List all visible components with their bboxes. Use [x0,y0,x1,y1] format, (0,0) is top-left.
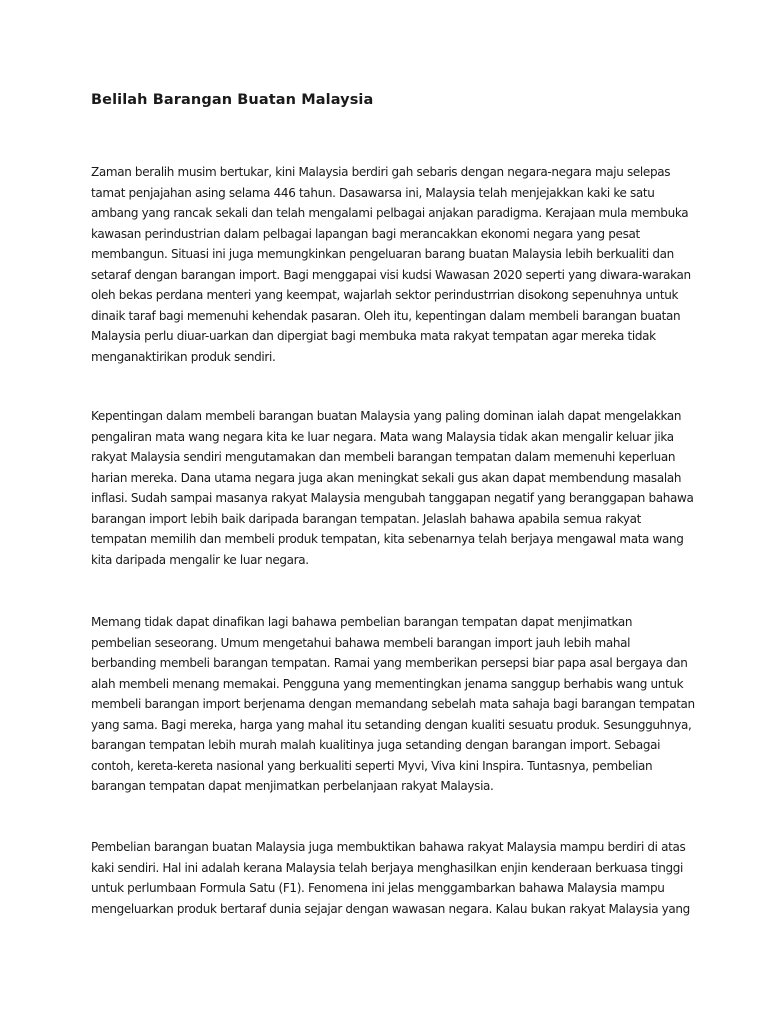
paragraph-line: ambang yang rancak sekali dan telah mengalami pelbagai anjakan paradigma. Kerajaan mula membuka [91,206,689,220]
paragraph-line: alah membeli menang memakai. Pengguna yang mementingkan jenama sanggup berhabis wang untuk [91,676,684,691]
paragraph-line: mengeluarkan produk bertaraf dunia sejajar dengan wawasan negara. Kalau bukan rakyat Malaysia yang [91,901,690,916]
paragraph-3 [91,612,695,797]
paragraph-line: Zaman beralih musim bertukar, kini Malaysia berdiri gah sebaris dengan negara-negara maju selepas [91,165,671,179]
paragraph-line: membangun. Situasi ini juga memungkinkan pengeluaran barang buatan Malaysia lebih berkualiti dan [91,247,674,261]
paragraph-4 [91,837,691,919]
paragraph-line: yang sama. Bagi mereka, harga yang mahal itu setanding dengan kualiti sesuatu produk. Sesungguhnya, [91,717,692,732]
paragraph-line: Kepentingan dalam membeli barangan buatan Malaysia yang paling dominan ialah dapat mengelakkan [91,409,682,423]
paragraph-line: barangan import lebih baik daripada barangan tempatan. Jelaslah bahawa apabila semua rakyat [91,511,642,526]
paragraph-line: harian mereka. Dana utama negara juga akan meningkat sekali gus akan dapat membendung masalah [91,470,682,485]
paragraph-line: kita daripada mengalir ke luar negara. [91,552,309,567]
paragraph-line: inflasi. Sudah sampai masanya rakyat Malaysia mengubah tanggapan negatif yang beranggapan bahawa [91,491,694,505]
paragraph-line: rakyat Malaysia sendiri mengutamakan dan membeli barangan tempatan dalam memenuhi keperluan [91,450,676,464]
paragraph-line: berbanding membeli barangan tempatan. Ramai yang memberikan persepsi biar papa asal bergaya dan [91,656,688,670]
paragraph-1 [91,162,691,367]
paragraph-line: Malaysia perlu diuar-uarkan dan dipergiat bagi membuka mata rakyat tempatan agar mereka tidak [91,329,656,343]
paragraph-line: barangan tempatan dapat menjimatkan perbelanjaan rakyat Malaysia. [91,779,494,793]
paragraph-line: menganaktirikan produk sendiri. [91,349,276,364]
paragraph-line: oleh bekas perdana menteri yang keempat, wajarlah sektor perindustrrian disokong sepenuhnya untuk [91,288,679,302]
paragraph-line: Memang tidak dapat dinafikan lagi bahawa pembelian barangan tempatan dapat menjimatkan [91,615,633,629]
paragraph-line: dinaik taraf bagi memenuhi kehendak pasaran. Oleh itu, kepentingan dalam membeli barangan buatan [91,308,681,323]
paragraph-2 [91,406,694,570]
paragraph-line: tempatan memilih dan membeli produk tempatan, kita sebenarnya telah berjaya mengawal mata wang [91,532,684,546]
paragraph-line: Pembelian barangan buatan Malaysia juga membuktikan bahawa rakyat Malaysia mampu berdiri di atas [91,840,686,854]
paragraph-line: membeli barangan import berjenama dengan memandang sebelah mata sahaja bagi barangan tempatan [91,697,695,711]
paragraph-line: untuk perlumbaan Formula Satu (F1). Fenomena ini jelas menggambarkan bahawa Malaysia mampu [91,881,665,895]
paragraph-line: kawasan perindustrian dalam pelbagai lapangan bagi merancakkan ekonomi negara yang pesat [91,226,640,241]
paragraph-line: pembelian seseorang. Umum mengetahui bahawa membeli barangan import jauh lebih mahal [91,635,631,650]
document-title: Belilah Barangan Buatan Malaysia [91,92,374,108]
paragraph-line: setaraf dengan barangan import. Bagi menggapai visi kudsi Wawasan 2020 seperti yang diwara-warakan [91,267,691,282]
paragraph-line: kaki sendiri. Hal ini adalah kerana Malaysia telah berjaya menghasilkan enjin kenderaan berkuasa tinggi [91,860,684,875]
paragraph-line: tamat penjajahan asing selama 446 tahun. Dasawarsa ini, Malaysia telah menjejakkan kaki ke satu [91,185,655,200]
paragraph-line: contoh, kereta-kereta nasional yang berkualiti seperti Myvi, Viva kini Inspira. Tuntasnya, pembelian [91,758,653,773]
paragraph-line: barangan tempatan lebih murah malah kualitinya juga setanding dengan barangan import. Sebagai [91,738,661,752]
paragraph-line: pengaliran mata wang negara kita ke luar negara. Mata wang Malaysia tidak akan mengalir keluar jika [91,429,674,444]
